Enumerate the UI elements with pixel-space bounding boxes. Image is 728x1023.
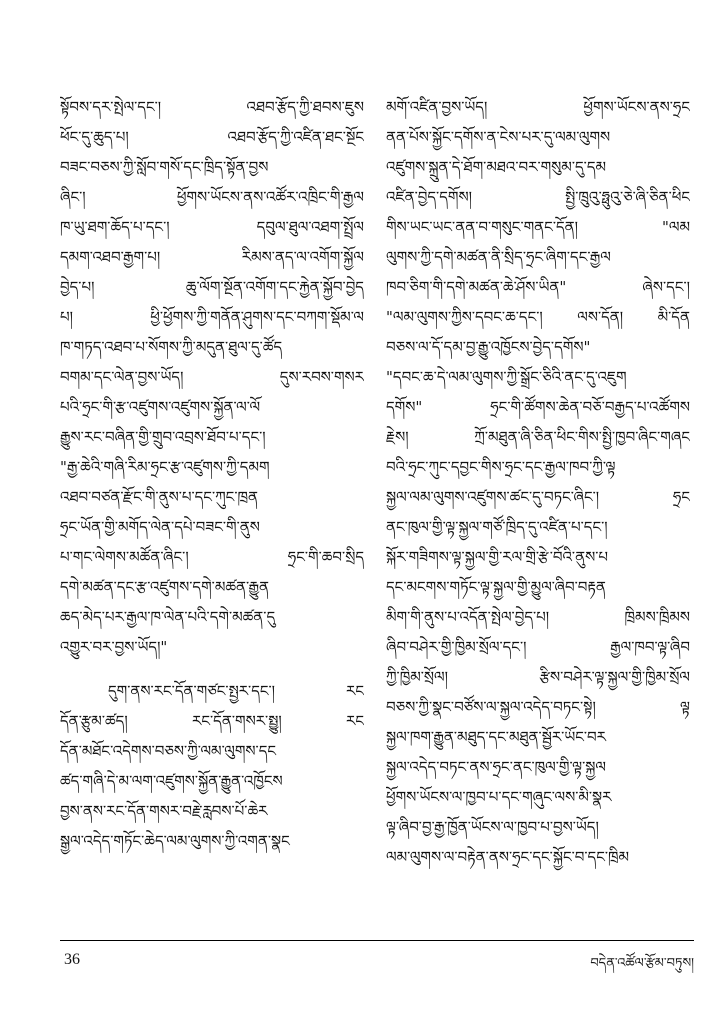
text-line: ལམ་ལུགས་ལ་བརྟེན་ནས་ཧྲང་དང་སྐྱོང་བ་དང་ཁྲིམ [386,848,630,866]
text-line: དམག་འཐབ་རྒྱག་པ། རིམས་ནད་ལ་འགོག་སྐྱོལ [60,248,364,266]
text-line: ལུགས་ཀྱི་དགེ་མཚན་ནི་སྲིད་ཧྲང་ཞིག་དང་རྒྱལ [386,248,611,266]
text-line: བགམ་དང་ལེན་བྱས་ཡོད། དུས་རབས་གསར [60,368,364,386]
text-line: གིས་ཡང་ཡང་ནན་བ་གསུང་གནང་དོན། "ལམ [386,218,690,236]
text-line: བྱས་ནས་རང་དོན་གསར་བརྗེ་རླབས་པོ་ཆེར [60,802,268,820]
paragraph-first-line: དུག་ནས་རང་དོན་གཙང་སྤྱར་དང་། རང [108,682,364,700]
text-line: དོན་རྩུམ་ཚད། རང་དོན་གསར་སྤྱུ། རང [60,712,364,730]
text-line: ཕྱོགས་ཡོངས་ལ་ཁྱབ་པ་དང་གཞུང་ལས་མི་སྣར [386,788,612,806]
footer-rule [60,940,694,941]
text-line: ཞིབ་བཤེར་གྱི་ཁྱིམ་སྲོལ་དང་། རྒྱལ་ཁབ་ལྟ་ཞིབ [386,638,690,656]
text-line: ཕོང་དུ་ཆུད་པ། འཐབ་རྩོད་ཀྱི་འཛིན་ཐང་སྔོང [60,128,364,146]
text-line: ཀྱི་ཁྱིམ་སྲོལ། རྩིས་བཤེར་ལྟ་སྐྱལ་གྱི་ཁྱིམ་སྲོལ [386,668,690,686]
text-line: བཅས་ཀྱི་སྣང་བཙོས་ལ་སྐྱལ་འདེད་བཏང་སྟེ། ལྟ [386,698,690,716]
text-line: སྐྱལ་ལམ་ལུགས་འཛུགས་ཚང་དུ་བཏང་ཞིང་། ཧྲང [386,488,690,506]
text-line: སྐྱལ་འདེད་བཏང་ནས་ཧྲང་ནང་ཁུལ་གྱི་ལྟ་སྐྱལ [386,758,607,776]
text-line: དོན་མཐོང་འདེགས་བཅས་ཀྱི་ལམ་ལུགས་དང [60,742,277,760]
text-line: ནང་ཁུལ་གྱི་ལྟ་སྐྱལ་གཙོ་ཁྲིད་དུ་འཛིན་པ་དང་། [386,518,608,536]
text-line: དང་མངགས་གཏོང་ལྟ་སྐྱལ་གྱི་མྱུལ་ཞིབ་བརྟན [386,578,606,596]
text-line: ཧྲང་ཡོན་གྱི་མགོད་ལེན་དཔེ་བཟང་གི་ནུས [60,518,260,536]
text-line: པ། ཕྱི་ཕྱོགས་ཀྱི་གནོན་ཤུགས་དང་བཀག་སྡོམ་ལ [60,308,364,326]
text-line: སྐོར་གཟིགས་ལྟ་སྐྱལ་གྱི་རལ་གྲི་རྩེ་བོའི་ནུས་པ [386,548,608,566]
text-line: སྒྱལ་འདེད་གཏོང་ཆེད་ལམ་ལུགས་ཀྱི་འགན་སྣང [60,832,290,850]
text-line: ཚད་གཞི་དེ་མ་ལག་འཛུགས་སྐྱོན་རྒྱུན་འཁྱོངས [60,772,283,790]
text-line: མགོ་འཛིན་བྱས་ཡོད། ཕྱོགས་ཡོངས་ནས་ཧྲང [386,98,690,116]
text-line: སྟོབས་དར་སྤེལ་དང་། འཐབ་རྩོད་ཀྱི་ཐབས་ཇུས [60,98,364,116]
page-number: 36 [64,951,80,968]
text-line: ཁ་གཏད་འཐབ་པ་སོགས་ཀྱི་མདུན་ཐུལ་དུ་ཚོད [60,338,283,356]
text-line: ཁབ་ཅིག་གི་དགེ་མཚན་ཆེ་ཤོས་ཡིན" ཞེས་དང་། [386,278,690,296]
text-line: དགེ་མཚན་དང་རྩ་འཛུགས་དགེ་མཚན་རྒྱུན [60,578,270,596]
left-column [60,92,364,856]
text-line: མིག་གི་ནུས་པ་འདོན་སྤེལ་བྱེད་པ། ཁྲིམས་ཁྲིམས [386,608,690,626]
text-line: འཛུགས་སྐྲུན་དེ་ཐོག་མཐའ་བར་གསུམ་དུ་དམ [386,158,607,176]
text-line: "དབང་ཆ་དེ་ལམ་ལུགས་ཀྱི་སྒྲོང་ཅིའི་ནང་དུ་འཇུག [386,368,627,386]
text-line: འཐབ་བཙན་རྫོང་གི་ནུས་པ་དང་ཀུང་ཁྲན [60,488,258,506]
text-line: པའི་ཧྲང་གི་རྩ་འཛུགས་འཛུགས་སྐྱོན་ལ་ལོ [60,398,261,416]
right-column [386,92,690,872]
text-line: འཛིན་བྱེད་དགོས། སྤྱི་ཁྲུའུ་ཧྥུའུ་ཅེ་ཞི་ཅིན་ཕིང [386,188,690,206]
running-footer: བདེན་འཚོལ་རྩོམ་བཏུས། [590,956,694,971]
text-line: རྗེས། ཀྲོ་མཐུན་ཞི་ཅིན་ཕིང་གིས་སྤྱི་ཁྱབ་ཞིང་གཞང [386,428,690,446]
text-line: སྐྱལ་ཁག་རྒྱུན་མཐུད་དང་མཐུན་སྦྱོར་ཡོང་བར [386,728,606,746]
text-line: དགོས" ཧྲང་གི་ཚོགས་ཆེན་བཅོ་བརྒྱད་པ་འཚོགས [386,398,690,416]
text-line: པ་གང་ལེགས་མཚོན་ཞིང་། ཧྲང་གི་ཆབ་སྲིད [60,548,364,566]
text-line: བའི་ཧྲང་ཀུང་དབྱང་གིས་ཧྲང་དང་རྒྱལ་ཁབ་ཀྱི་ལྟ [386,458,616,476]
text-line: བཅས་ལ་དོ་དམ་བྱ་རྒྱུ་འཁྱོངས་བྱེད་དགོས" [386,338,591,356]
text-line: རྒྱུས་རང་བཞིན་གྱི་གྲུབ་འབྲས་ཐོབ་པ་དང་། [60,428,266,446]
text-line: "རྒྱ་ཆེའི་གཞི་རིམ་ཧྲང་རྩ་འཛུགས་ཀྱི་དམག [60,458,270,476]
text-line: བྱེད་པ། ཆུ་ལོག་སྔོན་འགོག་དང་རྐྱེན་སྐྱོབ་བྱེད [60,278,364,296]
text-line: ཞིང་། ཕྱོགས་ཡོངས་ནས་འཚོར་འཁྲིང་གི་རྒྱལ [60,188,364,206]
text-line: ནན་པོས་སྐྱོང་དགོས་ན་ངེས་པར་དུ་ལམ་ལུགས [386,128,611,146]
text-line: ཁ་ཡུ་ཐག་ཆོད་པ་དང་། དབུལ་ཐུལ་འཐག་སྤྲོལ [60,218,364,236]
text-line: ལྟ་ཞིབ་བྱ་རྒྱ་ཁྱོན་ཡོངས་ལ་ཁྱབ་པ་བྱས་ཡོད། [386,818,599,836]
text-line: ཆད་མེད་པར་རྒྱལ་ཁ་ལེན་པའི་དགེ་མཚན་དུ [60,608,276,626]
text-line: འགྱུར་བར་བྱས་ཡོད།" [60,638,168,656]
text-line: བཟང་བཅས་ཀྱི་སློབ་གསོ་དང་ཁྲིད་སྟོན་བྱས [60,158,269,176]
text-line: "ལམ་ལུགས་ཀྱིས་དབང་ཆ་དང་། ལས་དོན། མི་དོན [386,308,690,326]
